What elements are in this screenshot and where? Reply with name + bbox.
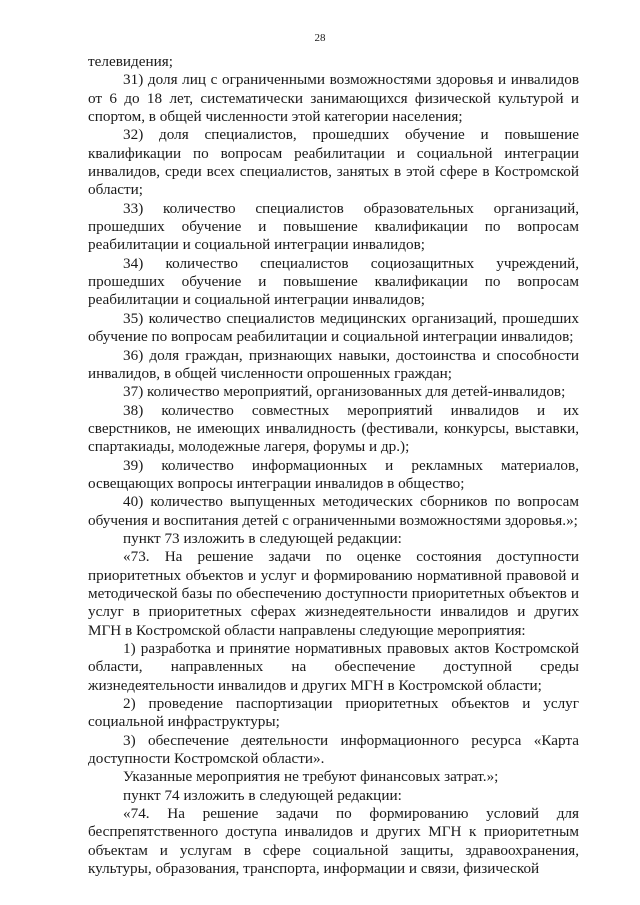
paragraph: телевидения; (88, 53, 173, 70)
paragraph: 40) количество выпущенных методических сборников по вопросам обучения и воспитания детей с ограниченными возможностями здоровья.»; (88, 493, 579, 529)
paragraph: 31) доля лиц с ограниченными возможностями здоровья и инвалидов от 6 до 18 лет, систематически занимающихся физической культурой и спортом, в общей численности этой категории населения; (88, 71, 579, 126)
page-number: 28 (314, 32, 326, 44)
paragraph: 2) проведение паспортизации приоритетных объектов и услуг социальной инфраструктуры; (88, 695, 579, 731)
paragraph: Указанные мероприятия не требуют финансовых затрат.»; (123, 768, 499, 786)
paragraph: 38) количество совместных мероприятий инвалидов и их сверстников, не имеющих инвалидность (фестивали, конкурсы, выставки, спартакиады, молодежные лагеря, форумы и др.); (88, 401, 579, 456)
document-body (88, 53, 579, 878)
paragraph: пункт 73 изложить в следующей редакции: (123, 529, 402, 547)
paragraph: 33) количество специалистов образовательных организаций, прошедших обучение и повышение квалификации по вопросам реабилитации и социальной интеграции инвалидов; (88, 199, 579, 254)
paragraph: пункт 74 изложить в следующей редакции: (123, 786, 402, 804)
paragraph: «74. На решение задачи по формированию условий для беспрепятственного доступа инвалидов и других МГН к приоритетным объектам и услугам в сфере социальной защиты, здравоохранения, культуры, образования, транспорта, информации и связи, физической (88, 805, 579, 878)
paragraph: 3) обеспечение деятельности информационного ресурса «Карта доступности Костромской области». (88, 731, 579, 768)
paragraph: 37) количество мероприятий, организованных для детей-инвалидов; (123, 383, 566, 401)
paragraph: 35) количество специалистов медицинских организаций, прошедших обучение по вопросам реабилитации и социальной интеграции инвалидов; (88, 309, 579, 346)
paragraph: 1) разработка и принятие нормативных правовых актов Костромской области, направленных на обеспечение доступной среды жизнедеятельности инвалидов и других МГН в Костромской области; (88, 640, 579, 694)
paragraph: 34) количество специалистов социозащитных учреждений, прошедших обучение и повышение квалификации по вопросам реабилитации и социальной интеграции инвалидов; (88, 254, 579, 309)
paragraph: «73. На решение задачи по оценке состояния доступности приоритетных объектов и услуг и формированию нормативной правовой и методической базы по обеспечению доступности приоритетных объектов и услуг в приоритетных сферах жизнедеятельности инвалидов и других МГН в Костромской области направлены следующие мероприятия: (88, 548, 579, 639)
paragraph: 39) количество информационных и рекламных материалов, освещающих вопросы интеграции инвалидов в общество; (88, 456, 579, 492)
paragraph: 36) доля граждан, признающих навыки, достоинства и способности инвалидов, в общей численности опрошенных граждан; (88, 346, 579, 382)
paragraph: 32) доля специалистов, прошедших обучение и повышение квалификации по вопросам реабилитации и социальной интеграции инвалидов, среди всех специалистов, занятых в этой сфере в Костромской области; (88, 126, 579, 199)
